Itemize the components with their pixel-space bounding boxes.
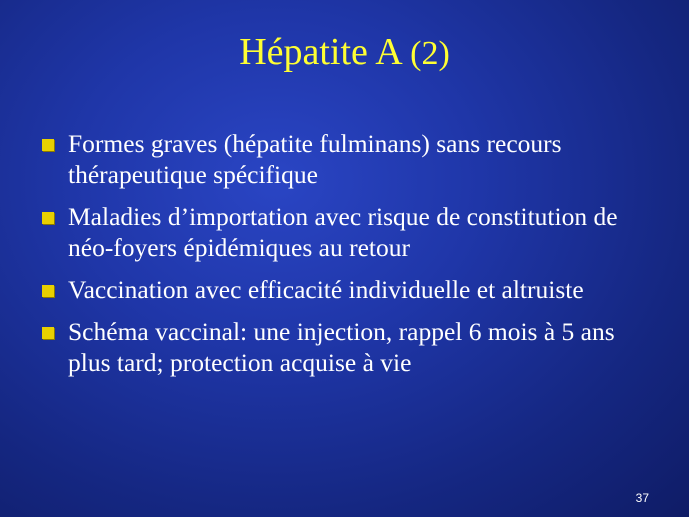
bullet-item bbox=[38, 128, 658, 190]
slide-title-number: (2) bbox=[410, 35, 450, 72]
bullet-list bbox=[38, 128, 658, 389]
square-bullet-icon bbox=[42, 212, 54, 224]
bullet-text: Vaccination avec efficacité individuelle et altruiste bbox=[68, 275, 584, 304]
square-bullet-icon bbox=[42, 285, 54, 297]
page-number: 37 bbox=[635, 491, 649, 505]
bullet-text: Maladies d’importation avec risque de constitution de néo-foyers épidémiques au retour bbox=[68, 202, 618, 262]
slide-title bbox=[0, 30, 689, 76]
square-bullet-icon bbox=[42, 327, 54, 339]
bullet-text: Formes graves (hépatite fulminans) sans recours thérapeutique spécifique bbox=[68, 129, 562, 189]
bullet-item bbox=[38, 201, 658, 263]
slide-title-main: Hépatite A bbox=[239, 31, 411, 73]
bullet-item bbox=[38, 316, 658, 378]
bullet-text: Schéma vaccinal: une injection, rappel 6 mois à 5 ans plus tard; protection acquise à vie bbox=[68, 317, 615, 377]
bullet-item bbox=[38, 274, 658, 305]
square-bullet-icon bbox=[42, 139, 54, 151]
